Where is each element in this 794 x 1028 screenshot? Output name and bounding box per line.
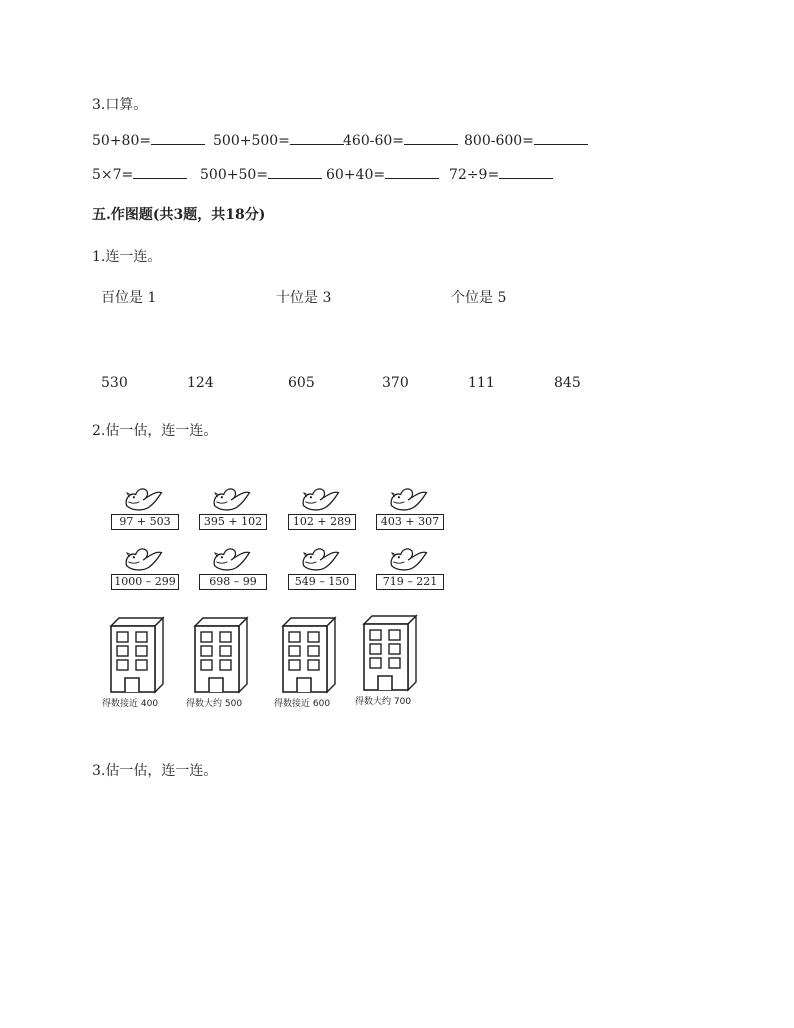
- bird-icon: [121, 484, 167, 516]
- calc-expression: 500+500=: [213, 133, 290, 149]
- answer-blank[interactable]: [268, 164, 322, 179]
- bird-card[interactable]: [199, 544, 271, 592]
- section-title-oral-calc: 3.口算。: [92, 97, 148, 113]
- question-title: 2.估一估，连一连。: [92, 423, 218, 439]
- bird-icon: [298, 544, 344, 576]
- match-label[interactable]: 个位是 5: [451, 290, 507, 306]
- calc-item: [464, 130, 588, 149]
- calc-item: [326, 164, 439, 183]
- bird-expression: 102 + 289: [288, 514, 356, 530]
- bird-icon: [209, 544, 255, 576]
- bird-icon: [121, 544, 167, 576]
- bird-card[interactable]: [111, 544, 183, 592]
- match-number[interactable]: 370: [382, 375, 409, 391]
- bird-expression: 1000 – 299: [111, 574, 179, 590]
- building-card[interactable]: [274, 616, 348, 716]
- building-icon: [359, 614, 421, 692]
- question-title: 1.连一连。: [92, 249, 162, 265]
- bird-icon: [386, 484, 432, 516]
- building-card[interactable]: [355, 614, 429, 714]
- building-card[interactable]: [102, 616, 176, 716]
- match-label[interactable]: 百位是 1: [101, 290, 157, 306]
- bird-card[interactable]: [376, 544, 448, 592]
- bird-icon: [386, 544, 432, 576]
- match-number[interactable]: 845: [554, 375, 581, 391]
- question-title: 3.估一估，连一连。: [92, 763, 218, 779]
- match-number[interactable]: 530: [101, 375, 128, 391]
- calc-item: [343, 130, 458, 149]
- calc-expression: 500+50=: [200, 167, 268, 183]
- calc-item: [200, 164, 322, 183]
- match-number[interactable]: 111: [468, 375, 495, 391]
- match-number[interactable]: 605: [288, 375, 315, 391]
- match-label[interactable]: 十位是 3: [276, 290, 332, 306]
- answer-blank[interactable]: [133, 164, 187, 179]
- calc-item: [449, 164, 553, 183]
- answer-blank[interactable]: [499, 164, 553, 179]
- bird-card[interactable]: [288, 544, 360, 592]
- calc-expression: 460-60=: [343, 133, 404, 149]
- answer-blank[interactable]: [404, 130, 458, 145]
- building-caption: 得数接近 400: [102, 699, 159, 709]
- match-number[interactable]: 124: [187, 375, 214, 391]
- building-caption: 得数大约 500: [186, 699, 243, 709]
- bird-expression: 698 – 99: [199, 574, 267, 590]
- calc-expression: 50+80=: [92, 133, 152, 149]
- building-icon: [278, 616, 340, 694]
- answer-blank[interactable]: [290, 130, 344, 145]
- bird-expression: 549 – 150: [288, 574, 356, 590]
- bird-card[interactable]: [288, 484, 360, 532]
- calc-expression: 5×7=: [92, 167, 134, 183]
- bird-icon: [298, 484, 344, 516]
- section-heading-drawing: 五.作图题(共3题，共18分): [92, 207, 266, 223]
- calc-item: [92, 130, 205, 149]
- building-icon: [190, 616, 252, 694]
- answer-blank[interactable]: [534, 130, 588, 145]
- answer-blank[interactable]: [385, 164, 439, 179]
- bird-card[interactable]: [111, 484, 183, 532]
- bird-expression: 719 – 221: [376, 574, 444, 590]
- calc-expression: 60+40=: [326, 167, 386, 183]
- building-caption: 得数大约 700: [355, 697, 412, 707]
- bird-card[interactable]: [376, 484, 448, 532]
- bird-expression: 97 + 503: [111, 514, 179, 530]
- calc-item: [92, 164, 187, 183]
- calc-expression: 800-600=: [464, 133, 534, 149]
- bird-icon: [209, 484, 255, 516]
- bird-expression: 395 + 102: [199, 514, 267, 530]
- calc-expression: 72÷9=: [449, 167, 500, 183]
- building-icon: [106, 616, 168, 694]
- bird-card[interactable]: [199, 484, 271, 532]
- building-card[interactable]: [186, 616, 260, 716]
- answer-blank[interactable]: [151, 130, 205, 145]
- building-caption: 得数接近 600: [274, 699, 331, 709]
- calc-item: [213, 130, 344, 149]
- bird-expression: 403 + 307: [376, 514, 444, 530]
